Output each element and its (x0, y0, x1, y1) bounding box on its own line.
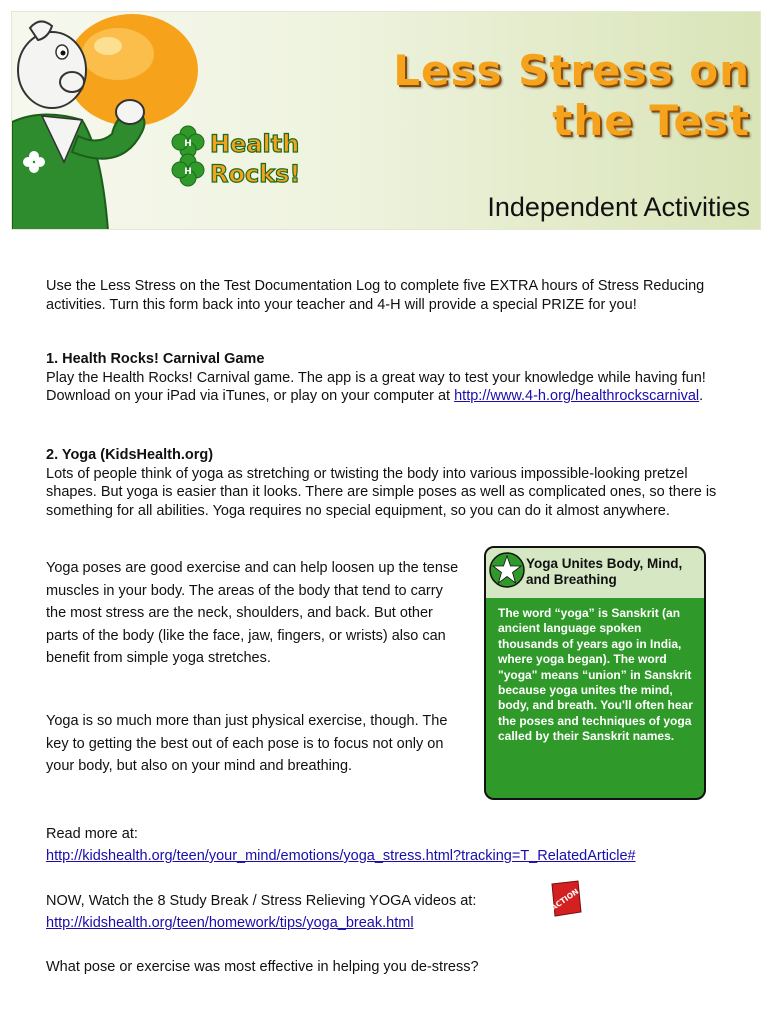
read-more (46, 823, 746, 867)
page-subtitle: Independent Activities (487, 192, 750, 222)
header-banner (11, 11, 761, 230)
svg-text:H: H (184, 167, 192, 177)
yoga-exercise-paragraph: Yoga poses are good exercise and can help loosen up the tense muscles in your body. The areas of the body that tend to carry the most stress are the neck, shoulders, and back. But other parts of the body (like the face, jaw, fingers, or wrists) also can benefit from simple yoga stretches. (46, 560, 459, 666)
section-2-heading: 2. Yoga (KidsHealth.org) (46, 447, 214, 463)
action-badge-icon (546, 878, 584, 920)
mascot-bulldog-balloon-illustration (12, 12, 252, 230)
page-title (312, 46, 750, 146)
sidebar-title: Yoga Unites Body, Mind, and Breathing (526, 556, 683, 587)
section-1-heading: 1. Health Rocks! Carnival Game (46, 351, 265, 367)
section-1 (46, 350, 726, 406)
yoga-mind-paragraph: Yoga is so much more than just physical exercise, though. The key to getting the best out of each pose is to focus not only on your body, but also on your mind and breathing. (46, 713, 448, 774)
star-icon (488, 551, 526, 589)
carnival-link[interactable]: http://www.4-h.org/healthrockscarnival (454, 388, 700, 404)
intro-paragraph: Use the Less Stress on the Test Documentation Log to complete five EXTRA hours of Stress Reducing activities. Turn this form back into your teacher and 4-H will provide a special PRIZE for you! (46, 278, 705, 313)
yoga-stress-link[interactable]: http://kidshealth.org/teen/your_mind/emotions/yoga_stress.html?tracking=T_RelatedArticle# (46, 848, 636, 864)
watch-videos (46, 890, 546, 934)
title-line-2: the Test (552, 96, 750, 145)
read-more-label: Read more at: (46, 826, 138, 842)
yoga-sidebar-box (484, 546, 706, 800)
svg-text:H: H (184, 139, 192, 149)
sidebar-text: The word “yoga” is Sanskrit (an ancient language spoken thousands of years ago in India, where yoga began). The word "yoga" means “union” in Sanskrit because yoga unites the mind, body, and breath. You'll often hear the poses and techniques of yoga called by their Sanskrit names. (498, 606, 693, 744)
section-1-text: Play the Health Rocks! Carnival game. The app is a great way to test your knowledge while having fun! Download on your iPad via iTunes, or play on your computer at (46, 369, 706, 404)
sidebar-header (486, 548, 704, 598)
section-1-after: . (699, 388, 704, 404)
section-2 (46, 446, 728, 520)
reflection-question: What pose or exercise was most effective in helping you de-stress? (46, 959, 479, 975)
title-line-1: Less Stress on (393, 46, 750, 95)
section-2-text: Lots of people think of yoga as stretching or twisting the body into various impossible-looking pretzel shapes. But yoga is easier than it looks. There are simple poses as well as complicated ones, so there is something for all abilities. Yoga requires no special equipment, so you can do it almost anywhere. (46, 465, 717, 519)
logo-health-text: Health (210, 130, 300, 158)
logo-rocks-text: Rocks! (210, 160, 301, 188)
yoga-break-link[interactable]: http://kidshealth.org/teen/homework/tips/yoga_break.html (46, 915, 414, 931)
action-badge-text: ACTION (549, 886, 581, 913)
watch-label: NOW, Watch the 8 Study Break / Stress Relieving YOGA videos at: (46, 893, 477, 909)
